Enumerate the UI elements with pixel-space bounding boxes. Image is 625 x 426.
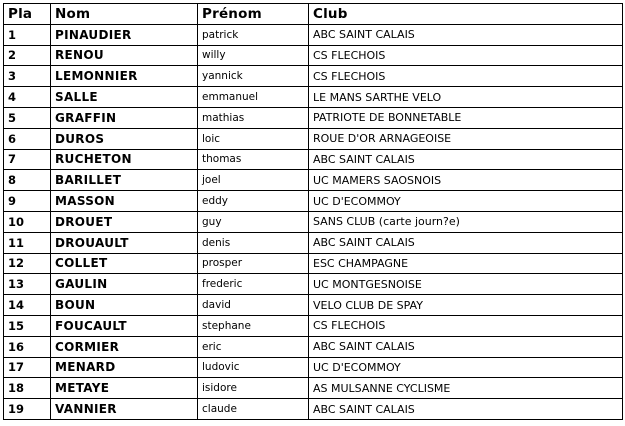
- table-body: [4, 24, 623, 419]
- table-row: [4, 45, 623, 66]
- cell-nom: RENOU: [51, 45, 198, 66]
- cell-club: UC D'ECOMMOY: [309, 357, 623, 378]
- cell-pla: 12: [4, 253, 51, 274]
- table-row: [4, 149, 623, 170]
- table-row: [4, 295, 623, 316]
- cell-pla: 8: [4, 170, 51, 191]
- table-row: [4, 274, 623, 295]
- cell-prenom: thomas: [198, 149, 309, 170]
- cell-prenom: denis: [198, 232, 309, 253]
- cell-club: ABC SAINT CALAIS: [309, 399, 623, 420]
- cell-nom: BARILLET: [51, 170, 198, 191]
- cell-nom: COLLET: [51, 253, 198, 274]
- cell-pla: 5: [4, 107, 51, 128]
- cell-prenom: eric: [198, 336, 309, 357]
- cell-pla: 18: [4, 378, 51, 399]
- cell-pla: 7: [4, 149, 51, 170]
- cell-nom: DROUAULT: [51, 232, 198, 253]
- header-club: Club: [309, 4, 623, 25]
- cell-pla: 2: [4, 45, 51, 66]
- table-row: [4, 336, 623, 357]
- header-nom: Nom: [51, 4, 198, 25]
- cell-nom: SALLE: [51, 87, 198, 108]
- cell-pla: 15: [4, 315, 51, 336]
- table-row: [4, 66, 623, 87]
- cell-club: ABC SAINT CALAIS: [309, 336, 623, 357]
- cell-prenom: claude: [198, 399, 309, 420]
- cell-club: AS MULSANNE CYCLISME: [309, 378, 623, 399]
- table-row: [4, 107, 623, 128]
- table-row: [4, 128, 623, 149]
- cell-nom: GRAFFIN: [51, 107, 198, 128]
- cell-club: CS FLECHOIS: [309, 66, 623, 87]
- cell-club: SANS CLUB (carte journ?e): [309, 211, 623, 232]
- header-prenom: Prénom: [198, 4, 309, 25]
- cell-prenom: yannick: [198, 66, 309, 87]
- table-row: [4, 315, 623, 336]
- table-header: [4, 4, 623, 25]
- cell-prenom: patrick: [198, 24, 309, 45]
- cell-club: VELO CLUB DE SPAY: [309, 295, 623, 316]
- cell-prenom: frederic: [198, 274, 309, 295]
- cell-prenom: prosper: [198, 253, 309, 274]
- table-row: [4, 253, 623, 274]
- cell-club: ABC SAINT CALAIS: [309, 232, 623, 253]
- table-row: [4, 378, 623, 399]
- table-row: [4, 357, 623, 378]
- cell-pla: 1: [4, 24, 51, 45]
- cell-prenom: david: [198, 295, 309, 316]
- cell-prenom: willy: [198, 45, 309, 66]
- cell-nom: METAYE: [51, 378, 198, 399]
- cell-nom: MASSON: [51, 191, 198, 212]
- cell-prenom: joel: [198, 170, 309, 191]
- cell-nom: PINAUDIER: [51, 24, 198, 45]
- cell-nom: VANNIER: [51, 399, 198, 420]
- cell-pla: 4: [4, 87, 51, 108]
- results-table: [3, 3, 623, 420]
- table-row: [4, 170, 623, 191]
- cell-nom: CORMIER: [51, 336, 198, 357]
- cell-pla: 10: [4, 211, 51, 232]
- cell-prenom: emmanuel: [198, 87, 309, 108]
- cell-prenom: guy: [198, 211, 309, 232]
- cell-pla: 19: [4, 399, 51, 420]
- header-row: [4, 4, 623, 25]
- cell-club: LE MANS SARTHE VELO: [309, 87, 623, 108]
- cell-club: UC D'ECOMMOY: [309, 191, 623, 212]
- cell-pla: 11: [4, 232, 51, 253]
- cell-pla: 14: [4, 295, 51, 316]
- table-row: [4, 399, 623, 420]
- cell-club: CS FLECHOIS: [309, 45, 623, 66]
- cell-nom: DUROS: [51, 128, 198, 149]
- cell-club: ESC CHAMPAGNE: [309, 253, 623, 274]
- cell-prenom: ludovic: [198, 357, 309, 378]
- cell-club: PATRIOTE DE BONNETABLE: [309, 107, 623, 128]
- table-row: [4, 87, 623, 108]
- cell-club: ABC SAINT CALAIS: [309, 149, 623, 170]
- cell-nom: GAULIN: [51, 274, 198, 295]
- cell-prenom: stephane: [198, 315, 309, 336]
- table-row: [4, 211, 623, 232]
- cell-prenom: loic: [198, 128, 309, 149]
- cell-prenom: isidore: [198, 378, 309, 399]
- cell-pla: 3: [4, 66, 51, 87]
- cell-nom: MENARD: [51, 357, 198, 378]
- cell-club: UC MAMERS SAOSNOIS: [309, 170, 623, 191]
- cell-pla: 9: [4, 191, 51, 212]
- table-row: [4, 24, 623, 45]
- cell-pla: 16: [4, 336, 51, 357]
- cell-nom: FOUCAULT: [51, 315, 198, 336]
- cell-pla: 13: [4, 274, 51, 295]
- cell-club: ROUE D'OR ARNAGEOISE: [309, 128, 623, 149]
- cell-pla: 6: [4, 128, 51, 149]
- cell-club: UC MONTGESNOISE: [309, 274, 623, 295]
- table-row: [4, 191, 623, 212]
- header-pla: Pla: [4, 4, 51, 25]
- cell-nom: DROUET: [51, 211, 198, 232]
- cell-club: ABC SAINT CALAIS: [309, 24, 623, 45]
- cell-pla: 17: [4, 357, 51, 378]
- cell-prenom: eddy: [198, 191, 309, 212]
- cell-nom: LEMONNIER: [51, 66, 198, 87]
- cell-nom: BOUN: [51, 295, 198, 316]
- table-row: [4, 232, 623, 253]
- cell-club: CS FLECHOIS: [309, 315, 623, 336]
- cell-prenom: mathias: [198, 107, 309, 128]
- cell-nom: RUCHETON: [51, 149, 198, 170]
